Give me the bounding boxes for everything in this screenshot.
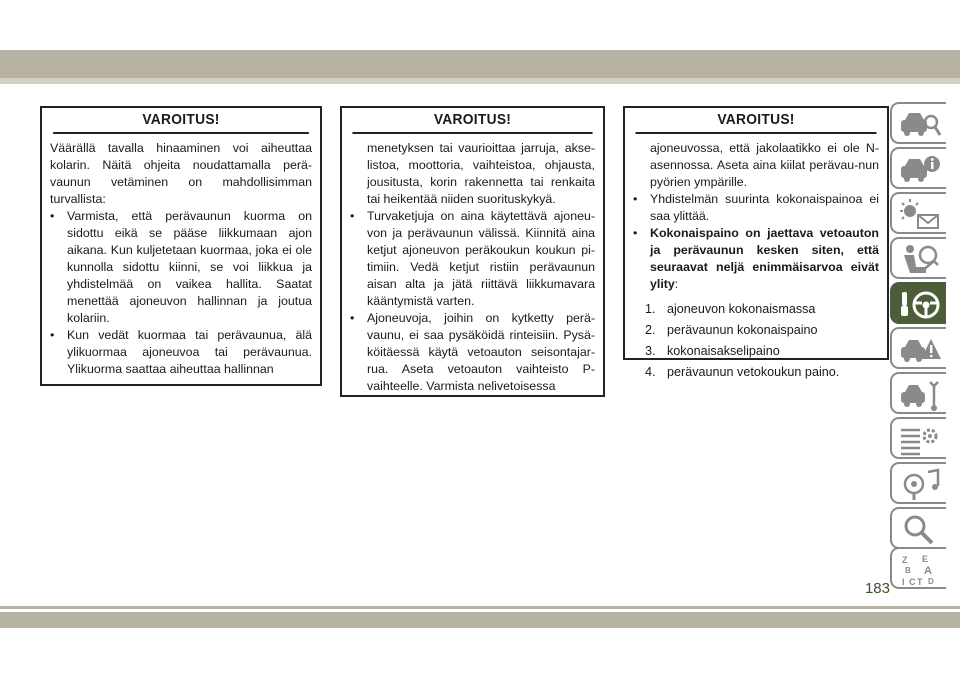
svg-text:D: D [928,577,934,586]
top-band [0,50,960,78]
bullet-dot: • [350,209,355,223]
list-item [633,341,879,362]
svg-text:T: T [917,577,923,587]
list-text: perävaunun vetokoukun paino. [667,365,840,379]
search-icon [898,513,942,547]
tab-servicing[interactable] [890,372,946,414]
top-band-shadow [0,78,960,84]
list-text: kokonaisakselipaino [667,344,780,358]
svg-text:E: E [922,554,929,564]
car-tools-icon [898,378,942,412]
list-item [633,299,879,320]
tab-specifications[interactable] [890,417,946,459]
bullet-item [633,191,879,225]
svg-text:A: A [924,565,932,577]
warning-header-3: VAROITUS! [635,108,876,134]
music-nav-icon [898,468,942,502]
warning-box-3 [623,106,889,379]
warning-body-3 [625,134,887,387]
list-item [633,362,879,383]
numbered-list [633,299,879,383]
checklist-gear-icon [898,423,942,457]
tab-index[interactable] [890,547,946,589]
bullet-text: Kun vedät kuormaa tai perävaunua, älä ylikuormaa ajoneuvoa tai perävaunua. Ylikuorma saattaa aiheuttaa hallinnan [67,328,312,376]
tab-starting-operating[interactable] [890,282,946,324]
continuation-text: menetyksen tai vaurioittaa jarruja, akse-listoa, moottoria, vaihteistoa, ohjausta, jousitusta, korin rakennetta tai renkaita tai heikentää niiden suorituskykyä. [367,141,595,206]
bullet-item [50,327,312,378]
list-text: perävaunun kokonaispaino [667,323,818,337]
bullet-dot: • [633,226,638,240]
bullet-text: Ajoneuvoja, joihin on kytketty perä-vaunu, ei saa pysäköidä rinteisiin. Pysä-köitäessä käytä vetoauton seisontajar-rua. Aseta vetoauton vaihteisto P-vaihteelle. Varmista nelivetoisessa [367,311,595,393]
warning-intro: Väärällä tavalla hinaaminen voi aiheuttaa kolarin. Näitä ohjeita noudattamalla perä-vaunun vetäminen on mahdollisimman turvallista: [50,141,312,206]
bottom-band [0,612,960,628]
bullet-item [633,225,879,293]
tab-safety[interactable] [890,237,946,279]
list-number: 2. [645,323,656,337]
list-number: 3. [645,344,656,358]
bullet-text-bold: Kokonaispaino on jaettava vetoauton ja perävaunun kesken siten, että seuraavat neljä enimmäisarvoa eivät ylity [650,226,879,291]
continuation-text: ajoneuvossa, että jakolaatikko ei ole N-asennossa. Aseta aina kiilat perävau-nun pyörien ympärille. [650,141,879,189]
list-item [633,320,879,341]
bottom-line [0,606,960,609]
alphabet-index-icon [898,553,942,587]
steering-wheel-key-icon [898,288,942,322]
bullet-item [350,208,595,310]
bullet-dot: • [350,311,355,325]
bullet-text: Turvaketjuja on aina käytettävä ajoneu-von ja perävaunun välissä. Kiinnitä aina ketjut ajoneuvon peräkoukun koukun pi-timiin. Vedä ketjut ristiin perävaunun aisan alta ja jätä riittävä liikkumavara kääntymistä varten. [367,209,595,308]
warning-header-2: VAROITUS! [352,108,592,134]
page-number: 183 [864,580,890,597]
warning-body-1 [42,134,320,382]
tab-warning-lights[interactable] [890,192,946,234]
bullet-text-tail: : [674,277,679,291]
bullet-dot: • [633,192,638,206]
svg-text:B: B [905,566,911,575]
svg-text:I: I [902,577,905,587]
warning-body-2 [342,134,603,399]
car-info-icon [898,153,942,187]
list-text: ajoneuvon kokonaismassa [667,302,816,316]
seat-airbag-icon [898,243,942,277]
tab-search[interactable] [890,507,946,549]
bullet-item [350,310,595,395]
warning-header-1: VAROITUS! [53,108,309,134]
bullet-dot: • [50,328,55,342]
tab-multimedia[interactable] [890,462,946,504]
warning-box-2 [340,106,605,397]
warning-box-1 [40,106,322,386]
svg-text:C: C [909,577,916,587]
car-hazard-icon [898,333,942,367]
car-magnifier-icon [898,108,942,142]
list-number: 1. [645,302,656,316]
bullet-text: Varmista, että perävaunun kuorma on sidottu eikä se pääse liikkumaan ajon aikana. Kun kuljetetaan kuormaa, joka ei ole kunnolla sidottu kiinni, se voi liikkua ja yhdistelmää on vaikea hallita. Saatat menettää ajoneuvon hallinnan ja joutua kolariin. [67,209,312,325]
warning-light-message-icon [898,198,942,232]
bullet-item [50,208,312,327]
svg-text:Z: Z [902,555,908,565]
bullet-text: Yhdistelmän suurinta kokonaispainoa ei saa ylittää. [650,192,879,223]
tab-car-info[interactable] [890,147,946,189]
tab-emergency[interactable] [890,327,946,369]
tab-car-magnifier[interactable] [890,102,946,144]
list-number: 4. [645,365,656,379]
bullet-dot: • [50,209,55,223]
